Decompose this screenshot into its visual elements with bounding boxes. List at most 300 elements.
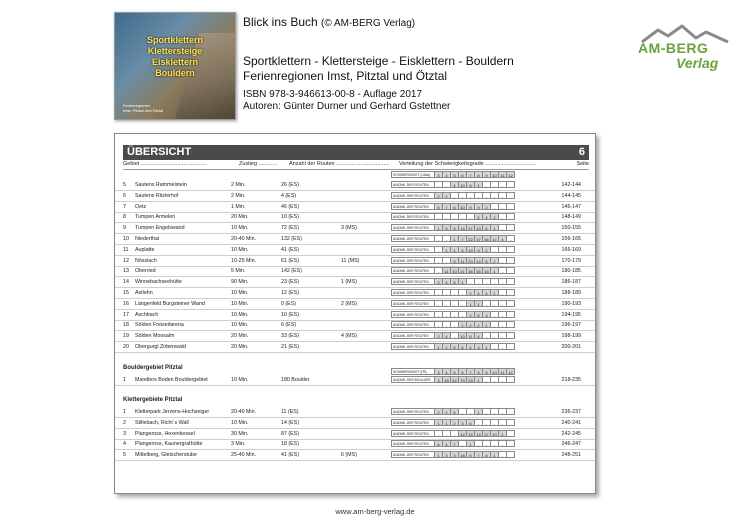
grade-distribution xyxy=(391,408,515,415)
route-count: 132 (ES) xyxy=(281,236,302,242)
grade-cell: 15 xyxy=(443,376,451,383)
grade-cell: 11 xyxy=(443,267,451,274)
grade-cell: - xyxy=(443,289,451,296)
table-row xyxy=(115,223,595,234)
area-number: 8 xyxy=(123,214,126,221)
grade-cell: 5 xyxy=(451,171,459,178)
table-row xyxy=(115,450,595,461)
grade-cell: - xyxy=(491,181,499,188)
grade-cell: - xyxy=(443,181,451,188)
grade-cell: 12 xyxy=(459,430,467,437)
page-reference[interactable]: 194-195 xyxy=(561,311,581,318)
grade-cell: - xyxy=(499,451,507,458)
grade-cell: - xyxy=(491,408,499,415)
area-name: Astlehn xyxy=(135,290,153,296)
grade-cell: 15 xyxy=(467,430,475,437)
grade-cell xyxy=(507,408,515,415)
logo-line2: Verlag xyxy=(676,55,719,71)
grade-cell: 4 xyxy=(443,278,451,285)
grade-cell: 2 xyxy=(435,278,443,285)
page-reference[interactable]: 248-251 xyxy=(561,452,581,459)
approach-time: 10 Min. xyxy=(231,377,249,383)
approach-time: 1 Min. xyxy=(231,203,246,210)
area-name: Oetz xyxy=(135,203,147,210)
grade-distribution xyxy=(391,300,515,307)
grade-cell: 27 xyxy=(467,224,475,231)
grade-cell: 1 xyxy=(475,181,483,188)
grade-cell: 2 xyxy=(435,192,443,199)
grade-label: ANZAHL DER ROUTEN xyxy=(391,451,435,458)
route-count: 61 (ES) xyxy=(281,257,299,264)
grade-cell: - xyxy=(459,440,467,447)
approach-time: 20 Min. xyxy=(231,344,249,350)
grade-cell: 2 xyxy=(467,321,475,328)
grade-label: ANZAHL DER ROUTEN xyxy=(391,267,435,274)
grade-cell: 3 xyxy=(435,368,443,375)
grade-cell: - xyxy=(435,300,443,307)
grade-cell: 10 xyxy=(459,203,467,210)
area-number: 3 xyxy=(123,430,126,437)
grade-cell: - xyxy=(451,289,459,296)
route-count: 12 (ES) xyxy=(281,290,299,296)
table-row xyxy=(115,320,595,331)
grade-cell: 1 xyxy=(491,451,499,458)
grade-cell xyxy=(507,257,515,264)
multipitch-count: 2 (MS) xyxy=(341,300,357,307)
grade-cell: 5 xyxy=(451,368,459,375)
grade-cell: 7 xyxy=(443,203,451,210)
area-number: 14 xyxy=(123,279,129,286)
grade-cell xyxy=(507,181,515,188)
grade-cell: - xyxy=(499,181,507,188)
grade-cell: 6 xyxy=(459,343,467,350)
grade-cell: 6 xyxy=(459,246,467,253)
logo-line1: AM-BERG xyxy=(638,40,709,56)
route-count: 87 (ES) xyxy=(281,430,299,437)
grade-cell: 1 xyxy=(435,224,443,231)
grade-cell: - xyxy=(491,376,499,383)
book-title: Sportklettern - Klettersteige - Eisklettern - Bouldern xyxy=(243,54,514,68)
approach-time: 2 Min. xyxy=(231,182,246,188)
grade-cell: 1 xyxy=(491,267,499,274)
grade-cell: - xyxy=(483,376,491,383)
grade-cell: 23 xyxy=(467,376,475,383)
grade-cell: - xyxy=(443,311,451,318)
grade-cell: - xyxy=(491,246,499,253)
grade-cell xyxy=(507,246,515,253)
grade-cell: 1 xyxy=(451,235,459,242)
page-reference[interactable]: 196-197 xyxy=(561,322,581,329)
grade-cell: - xyxy=(491,203,499,210)
route-count: 142 (ES) xyxy=(281,268,302,275)
multipitch-count: 4 (MS) xyxy=(341,333,357,340)
grade-cell: 1 xyxy=(491,224,499,231)
grade-cell: - xyxy=(499,246,507,253)
grade-cell: 10 xyxy=(491,171,499,178)
grade-distribution xyxy=(391,213,515,220)
grade-distribution xyxy=(391,368,515,375)
approach-time: 30 Min. xyxy=(231,430,249,437)
grade-cell: 10 xyxy=(451,267,459,274)
grade-cell: 16 xyxy=(459,451,467,458)
approach-time: 20 Min. xyxy=(231,214,249,221)
area-number: 20 xyxy=(123,344,129,350)
page-reference[interactable]: 156-165 xyxy=(561,236,581,242)
grade-cell: 9 xyxy=(483,368,491,375)
table-row xyxy=(115,256,595,267)
grade-cell: 2 xyxy=(475,321,483,328)
grade-cell: 6 xyxy=(451,203,459,210)
grade-cell: 11 xyxy=(499,171,507,178)
grade-label: ANZAHL DER ROUTEN xyxy=(391,235,435,242)
area-number: 15 xyxy=(123,290,129,296)
grade-cell: 10 xyxy=(459,181,467,188)
grade-cell: - xyxy=(435,267,443,274)
area-name: Längenfeld Burgsteiner Wand xyxy=(135,300,205,307)
grade-cell: 7 xyxy=(459,235,467,242)
grade-cell: 7 xyxy=(467,368,475,375)
route-count: 41 (ES) xyxy=(281,452,299,459)
page-reference[interactable]: 198-199 xyxy=(561,333,581,340)
grade-cell: 8 xyxy=(483,451,491,458)
approach-time: 10 Min. xyxy=(231,246,249,253)
grade-cell: - xyxy=(483,192,491,199)
grade-cell xyxy=(507,213,515,220)
grade-cell: 9 xyxy=(475,246,483,253)
grade-cell: - xyxy=(491,300,499,307)
isbn: ISBN 978-3-946613-00-8 - Auflage 2017 xyxy=(243,89,423,100)
grade-cell: - xyxy=(499,300,507,307)
grade-cell: 2 xyxy=(443,408,451,415)
approach-time: 10 Min. xyxy=(231,419,249,426)
grade-cell: 10 xyxy=(491,430,499,437)
table-row xyxy=(115,191,595,202)
grade-cell: - xyxy=(435,213,443,220)
grade-cell: - xyxy=(443,257,451,264)
grade-cell: - xyxy=(483,419,491,426)
grade-cell: 4 xyxy=(451,181,459,188)
grade-cell xyxy=(507,224,515,231)
table-row xyxy=(115,407,595,418)
area-number: 12 xyxy=(123,257,129,264)
grade-distribution xyxy=(391,343,515,350)
grade-cell: 16 xyxy=(483,267,491,274)
grade-cell: 7 xyxy=(475,451,483,458)
grade-cell: - xyxy=(443,321,451,328)
book-subtitle: Ferienregionen Imst, Pitztal und Ötztal xyxy=(243,69,448,83)
grade-cell: - xyxy=(499,278,507,285)
grade-cell: - xyxy=(475,278,483,285)
grade-cell: 1 xyxy=(475,376,483,383)
area-number: 7 xyxy=(123,203,126,210)
grade-distribution xyxy=(391,278,515,285)
publisher-logo[interactable] xyxy=(636,22,732,72)
section-title: Bouldergebiet Pitztal xyxy=(123,365,183,371)
grade-cell: 1 xyxy=(459,321,467,328)
grade-cell: - xyxy=(467,278,475,285)
table-row xyxy=(115,288,595,299)
grade-cell: 5 xyxy=(443,224,451,231)
grade-distribution xyxy=(391,419,515,426)
grade-cell: 9 xyxy=(467,203,475,210)
page-reference[interactable]: 190-193 xyxy=(561,300,581,307)
grade-distribution xyxy=(391,267,515,274)
preview-label: Blick ins Buch (© AM-BERG Verlag) xyxy=(243,15,416,29)
grade-cell: 5 xyxy=(475,311,483,318)
table-row xyxy=(115,202,595,213)
grade-cell: 23 xyxy=(467,257,475,264)
grade-cell: - xyxy=(499,419,507,426)
grade-cell: - xyxy=(475,419,483,426)
page-reference[interactable]: 242-245 xyxy=(561,430,581,437)
area-name: Aschbach xyxy=(135,311,159,318)
page-reference[interactable]: 180-185 xyxy=(561,268,581,275)
grade-cell: 14 xyxy=(475,430,483,437)
grade-cell: - xyxy=(459,311,467,318)
page-reference[interactable]: 142-144 xyxy=(561,182,581,188)
grade-label: ANZAHL DER ROUTEN xyxy=(391,278,435,285)
grade-cell xyxy=(507,332,515,339)
grade-cell: 1 xyxy=(475,408,483,415)
grade-label: ANZAHL DER ROUTEN xyxy=(391,419,435,426)
grade-cell: 22 xyxy=(467,235,475,242)
column-header: Gebiet ........................................... Zustieg ............ Anzahl der Routen ................................... Verteilung der Schwierigkeitsgrade ................................. Seite xyxy=(123,161,589,170)
grade-distribution xyxy=(391,235,515,242)
grade-cell: 6 xyxy=(435,440,443,447)
area-number: 1 xyxy=(123,409,126,415)
grade-distribution xyxy=(391,430,515,437)
grade-cell: 1 xyxy=(467,440,475,447)
grade-cell: - xyxy=(499,213,507,220)
page-reference[interactable]: 200-201 xyxy=(561,344,581,350)
grade-cell: 8 xyxy=(475,171,483,178)
grade-cell xyxy=(507,343,515,350)
grade-distribution xyxy=(391,289,515,296)
grade-cell xyxy=(507,451,515,458)
grade-cell: - xyxy=(435,289,443,296)
page-reference[interactable]: 236-237 xyxy=(561,409,581,415)
area-name: Tumpen Armelen xyxy=(135,214,176,221)
route-count: 11 (ES) xyxy=(281,409,299,415)
grade-cell: - xyxy=(451,213,459,220)
grade-distribution xyxy=(391,451,515,458)
page-reference[interactable]: 246-247 xyxy=(561,441,581,448)
grade-label: ANZAHL DER ROUTEN xyxy=(391,408,435,415)
grade-cell: - xyxy=(451,311,459,318)
route-count: 10 (ES) xyxy=(281,311,299,318)
grade-cell: - xyxy=(507,235,515,242)
grade-cell: 4 xyxy=(443,440,451,447)
grade-distribution xyxy=(391,440,515,447)
grade-cell: 1 xyxy=(459,278,467,285)
area-name: Plangeross, Kaunergrathütte xyxy=(135,441,203,448)
grade-cell: 6 xyxy=(483,224,491,231)
page-reference[interactable]: 146-147 xyxy=(561,203,581,210)
area-number: 18 xyxy=(123,322,129,329)
route-count: 41 (ES) xyxy=(281,246,299,253)
grade-cell xyxy=(507,321,515,328)
grade-cell: 4 xyxy=(443,171,451,178)
grade-cell xyxy=(507,430,515,437)
grade-label: ANZAHL DER ROUTEN xyxy=(391,343,435,350)
page-reference[interactable]: 166-169 xyxy=(561,246,581,253)
grade-label: ANZAHL DER BOULDER xyxy=(391,376,435,383)
table-row xyxy=(115,266,595,277)
page-reference[interactable]: 188-189 xyxy=(561,290,581,296)
grade-cell: - xyxy=(435,181,443,188)
grade-cell: 6 xyxy=(467,419,475,426)
table-row xyxy=(115,310,595,321)
approach-time: 20-40 Min. xyxy=(231,236,257,242)
grade-cell xyxy=(507,192,515,199)
grade-cell: 9 xyxy=(475,203,483,210)
grade-cell: 10 xyxy=(491,368,499,375)
grade-cell: 12 xyxy=(507,368,515,375)
approach-time: 10 Min. xyxy=(231,225,249,232)
page-reference[interactable]: 170-179 xyxy=(561,257,581,264)
grade-cell: 36 xyxy=(483,235,491,242)
grade-cell: 8 xyxy=(467,332,475,339)
table-row xyxy=(115,375,595,386)
grade-cell: 2 xyxy=(435,408,443,415)
grade-cell: - xyxy=(459,213,467,220)
route-count: 33 (ES) xyxy=(281,333,299,340)
grade-cell: 8 xyxy=(451,278,459,285)
grade-cell xyxy=(507,440,515,447)
grade-label: ANZAHL DER ROUTEN xyxy=(391,332,435,339)
table-row xyxy=(115,418,595,429)
table-row xyxy=(115,299,595,310)
grade-cell: 4 xyxy=(443,368,451,375)
grade-cell: - xyxy=(467,408,475,415)
grade-cell: 2 xyxy=(483,203,491,210)
overview-heading-bar xyxy=(123,145,589,160)
grade-cell: 10 xyxy=(459,332,467,339)
grade-cell: - xyxy=(443,300,451,307)
grade-label: ANZAHL DER ROUTEN xyxy=(391,289,435,296)
area-number: 5 xyxy=(123,452,126,459)
grade-cell: 6 xyxy=(459,368,467,375)
grade-cell: 36 xyxy=(475,267,483,274)
grade-cell: - xyxy=(491,332,499,339)
grade-cell: - xyxy=(483,440,491,447)
route-count: 4 (ES) xyxy=(281,192,297,199)
grade-cell: 5 xyxy=(467,451,475,458)
grade-cell: - xyxy=(491,192,499,199)
table-row xyxy=(115,342,595,353)
page-reference[interactable]: 150-155 xyxy=(561,225,581,232)
approach-time: 3 Min. xyxy=(231,441,246,448)
area-name: Sölden Moosalm xyxy=(135,333,175,340)
route-count: 23 (ES) xyxy=(281,279,299,286)
table-row xyxy=(115,277,595,288)
footer-url[interactable]: www.am-berg-verlag.de xyxy=(335,507,415,516)
grade-cell xyxy=(507,203,515,210)
area-number: 11 xyxy=(123,246,129,253)
page-reference[interactable]: 240-241 xyxy=(561,419,581,426)
page-reference[interactable]: 218-235 xyxy=(561,377,581,383)
approach-time: 2 Min. xyxy=(231,192,246,199)
area-name: Stillebach, Richi`s Wall xyxy=(135,419,189,426)
area-name: Tumpen Engelswand xyxy=(135,225,185,232)
grade-cell: 2 xyxy=(467,289,475,296)
grade-label: SCHWIERIGKEIT (UIAA) xyxy=(391,171,435,178)
area-name: Sautens Ritzlerhof xyxy=(135,192,179,199)
area-number: 19 xyxy=(123,333,129,340)
area-number: 16 xyxy=(123,300,129,307)
grade-cell: 5 xyxy=(451,343,459,350)
grade-cell: 14 xyxy=(459,224,467,231)
grade-cell: - xyxy=(483,332,491,339)
grade-label: SCHWIERIGKEIT (FB) xyxy=(391,368,435,375)
area-number: 5 xyxy=(123,182,126,188)
multipitch-count: 3 (MS) xyxy=(341,225,357,232)
grade-cell: 3 xyxy=(451,451,459,458)
grade-label: ANZAHL DER ROUTEN xyxy=(391,440,435,447)
route-count: 6 (ES) xyxy=(281,322,297,329)
grade-cell: 2 xyxy=(435,332,443,339)
grade-cell: 1 xyxy=(475,300,483,307)
area-number: 1 xyxy=(123,377,126,383)
multipitch-count: 6 (MS) xyxy=(341,452,357,459)
grade-cell: 12 xyxy=(507,171,515,178)
grade-cell xyxy=(507,376,515,383)
grade-cell: - xyxy=(435,246,443,253)
grade-cell: 7 xyxy=(467,171,475,178)
area-name: Mittelberg, Gletscherstube xyxy=(135,452,197,459)
area-number: 6 xyxy=(123,192,126,199)
grade-label: ANZAHL DER ROUTEN xyxy=(391,224,435,231)
grade-cell: 1 xyxy=(435,451,443,458)
grade-cell: 1 xyxy=(435,419,443,426)
grade-cell: 6 xyxy=(451,408,459,415)
area-name: Sautens Rammelstein xyxy=(135,182,187,188)
page-reference[interactable]: 186-187 xyxy=(561,279,581,286)
grade-cell: 1 xyxy=(467,300,475,307)
route-count: 10 (ES) xyxy=(281,214,299,221)
grade-cell: 4 xyxy=(483,213,491,220)
grade-cell: 4 xyxy=(467,343,475,350)
grade-cell: 11 xyxy=(499,368,507,375)
grade-label: ANZAHL DER ROUTEN xyxy=(391,213,435,220)
area-name: Niederthai xyxy=(135,236,160,242)
grade-cell: - xyxy=(499,440,507,447)
grade-cell: - xyxy=(491,440,499,447)
grade-label: ANZAHL DER ROUTEN xyxy=(391,257,435,264)
route-count: 180 Boulder xyxy=(281,377,310,383)
grade-label: ANZAHL DER ROUTEN xyxy=(391,300,435,307)
grade-cell: 4 xyxy=(443,332,451,339)
page-reference[interactable]: 148-149 xyxy=(561,214,581,221)
grade-cell: 8 xyxy=(475,368,483,375)
route-count: 18 (ES) xyxy=(281,441,299,448)
grade-cell: 3 xyxy=(475,343,483,350)
grade-cell: - xyxy=(499,203,507,210)
grade-distribution xyxy=(391,224,515,231)
table-row xyxy=(115,429,595,440)
grade-distribution xyxy=(391,171,515,178)
grade-cell: 2 xyxy=(451,419,459,426)
grade-cell: - xyxy=(435,321,443,328)
page-reference[interactable]: 144-145 xyxy=(561,192,581,199)
page-preview xyxy=(114,133,596,494)
grade-cell: 3 xyxy=(435,376,443,383)
grade-cell xyxy=(507,419,515,426)
table-row xyxy=(115,180,595,191)
table-row xyxy=(115,331,595,342)
cover-title-line: Sportklettern xyxy=(146,35,203,45)
grade-cell xyxy=(507,267,515,274)
